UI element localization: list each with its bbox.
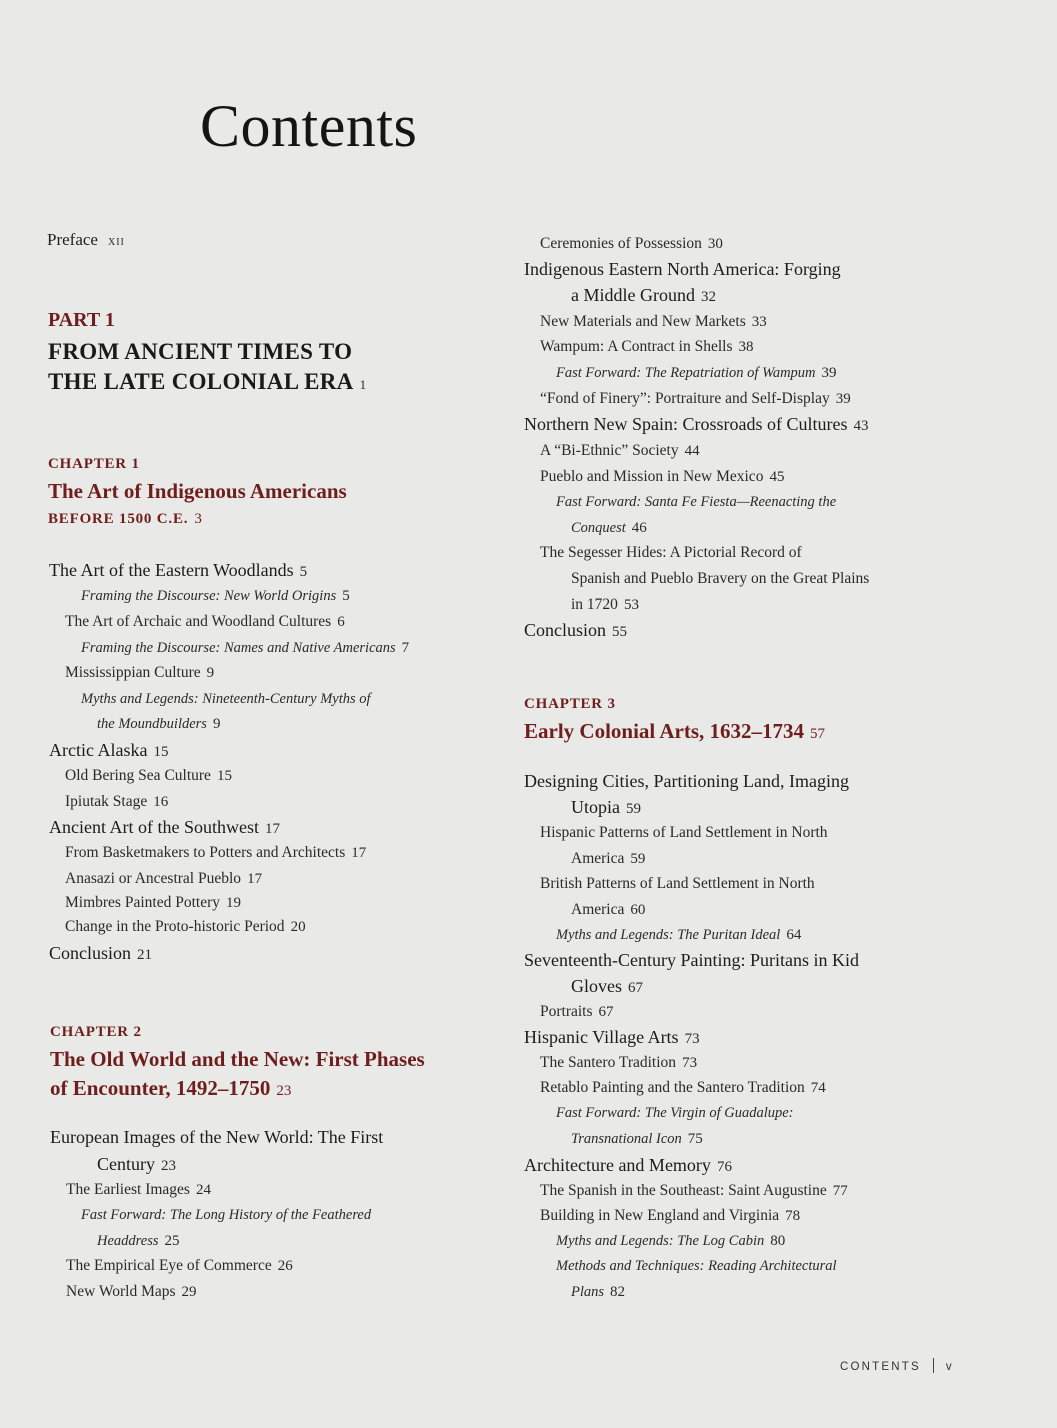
chapter-2-title-line-1[interactable]: The Old World and the New: First Phases bbox=[50, 1047, 425, 1071]
entry-title: Portraits bbox=[540, 1003, 593, 1020]
entry-title: Hispanic Patterns of Land Settlement in North bbox=[540, 824, 828, 841]
toc-entry[interactable] bbox=[540, 1207, 800, 1225]
toc-entry[interactable] bbox=[540, 1182, 848, 1200]
toc-entry[interactable] bbox=[524, 259, 841, 280]
entry-title: Wampum: A Contract in Shells bbox=[540, 338, 733, 355]
page-number: 46 bbox=[631, 520, 647, 536]
toc-entry-continuation[interactable] bbox=[571, 520, 647, 537]
entry-title: Pueblo and Mission in New Mexico bbox=[540, 468, 764, 485]
page-number: 57 bbox=[810, 726, 826, 742]
toc-entry-continuation[interactable] bbox=[571, 1131, 703, 1148]
toc-entry[interactable] bbox=[524, 620, 627, 641]
page-number: 75 bbox=[687, 1131, 703, 1147]
toc-entry[interactable] bbox=[556, 494, 836, 511]
page-number: 15 bbox=[153, 744, 169, 760]
toc-entry[interactable] bbox=[540, 875, 815, 893]
page-number: 39 bbox=[821, 365, 837, 381]
page-number: 9 bbox=[212, 716, 221, 732]
running-head: CONTENTS bbox=[840, 1361, 921, 1373]
entry-title: Plans bbox=[571, 1284, 605, 1300]
entry-title: Ancient Art of the Southwest bbox=[49, 817, 259, 837]
toc-entry-continuation[interactable] bbox=[571, 570, 869, 588]
page-number: 3 bbox=[194, 511, 203, 527]
page-number: xii bbox=[107, 234, 125, 249]
chapter-subtitle-text: BEFORE 1500 C.E. bbox=[48, 511, 189, 527]
footer-divider bbox=[933, 1358, 934, 1373]
toc-entry-preface[interactable] bbox=[47, 230, 125, 250]
page-number: 17 bbox=[264, 821, 280, 837]
entry-title: The Art of Archaic and Woodland Cultures bbox=[65, 613, 332, 630]
chapter-2-title-line-2[interactable] bbox=[50, 1073, 291, 1106]
page-number: 6 bbox=[337, 614, 345, 630]
entry-title: The Santero Tradition bbox=[540, 1054, 677, 1071]
toc-entry[interactable] bbox=[524, 1027, 700, 1048]
entry-title: A “Bi-Ethnic” Society bbox=[540, 442, 679, 459]
page-number: 21 bbox=[137, 947, 153, 963]
entry-title: Myths and Legends: The Puritan Ideal bbox=[556, 927, 781, 943]
toc-entry[interactable] bbox=[49, 560, 307, 581]
toc-entry[interactable] bbox=[65, 870, 262, 888]
page-number: 25 bbox=[164, 1233, 180, 1249]
page-number: 5 bbox=[299, 564, 308, 580]
folio-page-number: v bbox=[945, 1361, 954, 1373]
toc-entry[interactable] bbox=[524, 771, 849, 792]
entry-title: Transnational Icon bbox=[571, 1131, 682, 1147]
page-number: 64 bbox=[786, 927, 802, 943]
toc-entry-continuation[interactable] bbox=[571, 797, 641, 818]
entry-title: Myths and Legends: Nineteenth-Century Myths of bbox=[81, 691, 371, 707]
toc-entry[interactable] bbox=[66, 1181, 211, 1199]
page-number: 67 bbox=[598, 1004, 614, 1020]
toc-entry[interactable] bbox=[556, 1233, 785, 1250]
entry-title: Fast Forward: The Long History of the Feathered bbox=[81, 1207, 372, 1223]
page-number: 44 bbox=[684, 443, 700, 459]
entry-title: Utopia bbox=[571, 797, 620, 817]
toc-entry[interactable] bbox=[65, 793, 168, 811]
toc-entry-continuation[interactable] bbox=[571, 285, 716, 306]
page-number: 32 bbox=[700, 289, 716, 305]
page-title: Contents bbox=[200, 93, 418, 159]
toc-entry[interactable] bbox=[540, 544, 802, 562]
entry-title: Preface bbox=[47, 230, 98, 249]
toc-entry[interactable] bbox=[66, 1257, 293, 1275]
entry-title: Gloves bbox=[571, 976, 622, 996]
toc-entry[interactable] bbox=[81, 1207, 371, 1224]
page-number: 74 bbox=[810, 1080, 826, 1096]
entry-title: Fast Forward: The Repatriation of Wampum bbox=[556, 365, 816, 381]
toc-entry[interactable] bbox=[49, 740, 168, 761]
page-number: 67 bbox=[628, 980, 643, 996]
entry-title: the Moundbuilders bbox=[97, 716, 207, 732]
toc-entry[interactable] bbox=[540, 235, 723, 253]
toc-entry[interactable] bbox=[540, 1003, 614, 1021]
entry-title: Framing the Discourse: New World Origins bbox=[81, 588, 337, 604]
running-footer bbox=[840, 1358, 954, 1373]
toc-entry[interactable] bbox=[65, 844, 366, 862]
page-number: 45 bbox=[769, 469, 785, 485]
entry-title: Methods and Techniques: Reading Architectural bbox=[556, 1258, 837, 1274]
part-label: PART 1 bbox=[48, 309, 115, 331]
page-number: 23 bbox=[276, 1083, 292, 1099]
toc-entry-continuation[interactable] bbox=[571, 850, 645, 868]
page-number: 9 bbox=[206, 665, 215, 681]
toc-entry[interactable] bbox=[65, 613, 345, 631]
chapter-1-label: CHAPTER 1 bbox=[48, 456, 140, 472]
toc-entry-continuation[interactable] bbox=[571, 901, 645, 919]
page-number: 76 bbox=[716, 1159, 732, 1175]
entry-title: Fast Forward: The Virgin of Guadalupe: bbox=[556, 1105, 794, 1121]
entry-title: Fast Forward: Santa Fe Fiesta—Reenacting the bbox=[556, 494, 837, 510]
chapter-3-label: CHAPTER 3 bbox=[524, 696, 616, 712]
part-title-line-2 bbox=[48, 367, 366, 400]
toc-entry[interactable] bbox=[540, 338, 754, 356]
entry-title: a Middle Ground bbox=[571, 285, 695, 305]
entry-title: The Art of the Eastern Woodlands bbox=[49, 560, 294, 580]
page-number: 82 bbox=[610, 1284, 626, 1300]
page-number: 53 bbox=[623, 597, 639, 613]
toc-entry[interactable] bbox=[50, 1127, 383, 1148]
page-number: 55 bbox=[612, 624, 628, 640]
toc-entry-continuation[interactable] bbox=[571, 1284, 625, 1301]
entry-title: America bbox=[571, 901, 625, 918]
entry-title: Spanish and Pueblo Bravery on the Great Plains bbox=[571, 570, 870, 587]
toc-entry[interactable] bbox=[65, 894, 241, 912]
toc-entry-continuation[interactable] bbox=[571, 596, 639, 614]
chapter-1-title[interactable]: The Art of Indigenous Americans bbox=[48, 479, 347, 503]
entry-title: Designing Cities, Partitioning Land, Imaging bbox=[524, 771, 849, 791]
part-title-text: THE LATE COLONIAL ERA bbox=[48, 369, 354, 394]
toc-entry[interactable] bbox=[81, 640, 409, 657]
page-number: 17 bbox=[247, 871, 263, 887]
toc-entry[interactable] bbox=[66, 1283, 197, 1301]
chapter-2-label: CHAPTER 2 bbox=[50, 1024, 142, 1040]
part-title-line-1: FROM ANCIENT TIMES TO bbox=[48, 339, 353, 364]
entry-title: Conclusion bbox=[49, 943, 132, 963]
entry-title: Indigenous Eastern North America: Forging bbox=[524, 259, 841, 279]
page-number: 39 bbox=[835, 391, 851, 407]
page-number: 60 bbox=[630, 902, 646, 918]
entry-title: Conquest bbox=[571, 520, 626, 536]
toc-entry[interactable] bbox=[556, 1105, 794, 1122]
toc-entry[interactable] bbox=[556, 927, 801, 944]
page-number: 5 bbox=[342, 588, 350, 604]
page-number: 7 bbox=[401, 640, 410, 656]
entry-title: European Images of the New World: The First bbox=[50, 1127, 384, 1147]
toc-entry[interactable] bbox=[81, 588, 350, 605]
entry-title: New Materials and New Markets bbox=[540, 313, 746, 330]
toc-entry[interactable] bbox=[49, 943, 152, 964]
chapter-title-text: Early Colonial Arts, 1632–1734 bbox=[524, 719, 805, 743]
page-number: 20 bbox=[290, 919, 306, 935]
entry-title: Framing the Discourse: Names and Native Americans bbox=[81, 640, 396, 656]
toc-entry[interactable] bbox=[524, 950, 859, 971]
entry-title: America bbox=[571, 850, 625, 867]
toc-entry[interactable] bbox=[540, 824, 828, 842]
entry-title: Building in New England and Virginia bbox=[540, 1207, 780, 1224]
entry-title: Anasazi or Ancestral Pueblo bbox=[65, 870, 242, 887]
entry-title: Northern New Spain: Crossroads of Cultures bbox=[524, 414, 848, 434]
entry-title: British Patterns of Land Settlement in North bbox=[540, 875, 815, 892]
page-number: 26 bbox=[277, 1258, 293, 1274]
entry-title: The Earliest Images bbox=[66, 1181, 190, 1198]
entry-title: Change in the Proto-historic Period bbox=[65, 918, 285, 935]
entry-title: in 1720 bbox=[571, 596, 618, 613]
entry-title: Mississippian Culture bbox=[65, 664, 201, 681]
entry-title: Century bbox=[97, 1154, 155, 1174]
entry-title: The Spanish in the Southeast: Saint Augustine bbox=[540, 1182, 827, 1199]
entry-title: Myths and Legends: The Log Cabin bbox=[556, 1233, 765, 1249]
toc-entry[interactable] bbox=[540, 468, 784, 486]
toc-entry-continuation[interactable] bbox=[97, 1154, 176, 1175]
page-number: 80 bbox=[770, 1233, 786, 1249]
entry-title: Conclusion bbox=[524, 620, 607, 640]
chapter-3-title[interactable] bbox=[524, 716, 825, 749]
page-number: 15 bbox=[216, 768, 232, 784]
entry-title: Ipiutak Stage bbox=[65, 793, 148, 810]
toc-entry[interactable] bbox=[540, 442, 700, 460]
page-number: 16 bbox=[153, 794, 169, 810]
entry-title: Architecture and Memory bbox=[524, 1155, 711, 1175]
toc-entry-continuation[interactable] bbox=[97, 716, 220, 733]
page-number: 59 bbox=[630, 851, 646, 867]
entry-title: “Fond of Finery”: Portraiture and Self-Display bbox=[540, 390, 830, 407]
toc-entry[interactable] bbox=[556, 365, 837, 382]
entry-title: From Basketmakers to Potters and Architects bbox=[65, 844, 346, 861]
page-number: 1 bbox=[359, 377, 367, 392]
page-number: 73 bbox=[682, 1055, 698, 1071]
page-number: 43 bbox=[853, 418, 869, 434]
entry-title: Headdress bbox=[97, 1233, 159, 1249]
page-number: 24 bbox=[195, 1182, 211, 1198]
page-number: 38 bbox=[738, 339, 754, 355]
toc-entry[interactable] bbox=[540, 1054, 697, 1072]
page-number: 33 bbox=[751, 314, 767, 330]
toc-entry[interactable] bbox=[540, 1079, 826, 1097]
entry-title: Arctic Alaska bbox=[49, 740, 148, 760]
page-number: 30 bbox=[707, 236, 723, 252]
toc-entry[interactable] bbox=[540, 313, 767, 331]
entry-title: Retablo Painting and the Santero Tradition bbox=[540, 1079, 805, 1096]
entry-title: Ceremonies of Possession bbox=[540, 235, 702, 252]
page-number: 59 bbox=[626, 801, 641, 817]
page-number: 77 bbox=[832, 1183, 848, 1199]
toc-entry[interactable] bbox=[524, 1155, 732, 1176]
entry-title: Seventeenth-Century Painting: Puritans in Kid bbox=[524, 950, 859, 970]
page-number: 78 bbox=[785, 1208, 801, 1224]
toc-entry[interactable] bbox=[524, 414, 868, 435]
entry-title: The Empirical Eye of Commerce bbox=[66, 1257, 272, 1274]
entry-title: Mimbres Painted Pottery bbox=[65, 894, 220, 911]
entry-title: The Segesser Hides: A Pictorial Record of bbox=[540, 544, 802, 561]
toc-entry-continuation[interactable] bbox=[571, 976, 643, 997]
toc-entry-continuation[interactable] bbox=[97, 1233, 179, 1250]
page-number: 73 bbox=[684, 1031, 700, 1047]
entry-title: Hispanic Village Arts bbox=[524, 1027, 679, 1047]
toc-entry[interactable] bbox=[49, 817, 280, 838]
page-number: 19 bbox=[226, 895, 241, 911]
entry-title: Old Bering Sea Culture bbox=[65, 767, 211, 784]
chapter-1-subtitle bbox=[48, 511, 203, 528]
page-number: 17 bbox=[351, 845, 367, 861]
entry-title: New World Maps bbox=[66, 1283, 176, 1300]
toc-entry[interactable] bbox=[556, 1258, 837, 1275]
toc-entry[interactable] bbox=[81, 691, 371, 708]
toc-entry[interactable] bbox=[65, 767, 232, 785]
chapter-title-text: of Encounter, 1492–1750 bbox=[50, 1076, 271, 1100]
toc-entry[interactable] bbox=[65, 664, 214, 682]
toc-entry[interactable] bbox=[540, 390, 851, 408]
toc-entry[interactable] bbox=[65, 918, 306, 936]
page-number: 23 bbox=[161, 1158, 176, 1174]
page-number: 29 bbox=[181, 1284, 197, 1300]
